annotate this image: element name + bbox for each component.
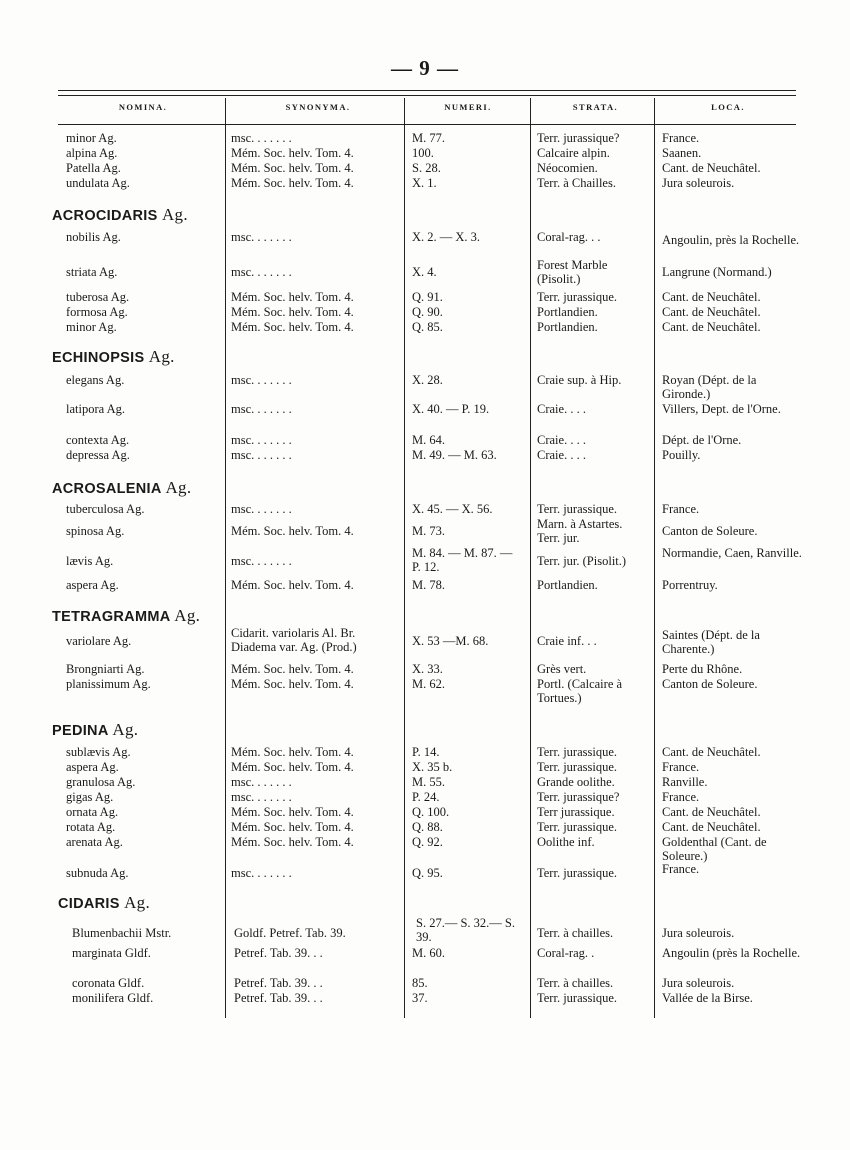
synonym: msc. . . . . . . bbox=[231, 433, 292, 447]
nomen: Blumenbachii Mstr. bbox=[72, 926, 172, 940]
locus: France. bbox=[662, 862, 700, 876]
synonym: Goldf. Petref. Tab. 39. bbox=[234, 926, 346, 940]
locus: Dépt. de l'Orne. bbox=[662, 433, 742, 447]
genus-heading: TETRAGRAMMA Ag. bbox=[52, 606, 201, 625]
stratum: Craie. . . . bbox=[537, 448, 586, 462]
synonym: msc. . . . . . . bbox=[231, 131, 292, 145]
nomen: formosa Ag. bbox=[66, 305, 128, 319]
stratum: Craie sup. à Hip. bbox=[537, 373, 622, 387]
numerus: M. 77. bbox=[412, 131, 445, 145]
nomen: minor Ag. bbox=[66, 131, 117, 145]
numerus: M. 84. — M. 87. — P. 12. bbox=[412, 546, 513, 574]
stratum: Forest Marble (Pisolit.) bbox=[537, 258, 608, 286]
numerus: Q. 95. bbox=[412, 866, 443, 880]
nomen: undulata Ag. bbox=[66, 176, 130, 190]
stratum: Terr. jurassique. bbox=[537, 820, 618, 834]
genus-heading: ACROSALENIA Ag. bbox=[52, 478, 192, 497]
stratum: Craie inf. . . bbox=[537, 634, 597, 648]
stratum: Craie. . . . bbox=[537, 402, 586, 416]
synonym: Mém. Soc. helv. Tom. 4. bbox=[231, 578, 354, 592]
numerus: P. 24. bbox=[412, 790, 440, 804]
numerus: M. 64. bbox=[412, 433, 445, 447]
nomen: spinosa Ag. bbox=[66, 524, 125, 538]
locus: Perte du Rhône. bbox=[662, 662, 743, 676]
stratum: Terr. à chailles. bbox=[537, 976, 614, 990]
numerus: Q. 85. bbox=[412, 320, 443, 334]
stratum: Portl. (Calcaire à Tortues.) bbox=[537, 677, 623, 705]
locus: Pouilly. bbox=[662, 448, 701, 462]
locus: France. bbox=[662, 760, 700, 774]
locus: Cant. de Neuchâtel. bbox=[662, 305, 761, 319]
header-nomina: NOMINA. bbox=[118, 102, 168, 112]
nomen: latipora Ag. bbox=[66, 402, 126, 416]
locus: Jura soleurois. bbox=[662, 976, 735, 990]
stratum: Terr. jurassique. bbox=[537, 290, 618, 304]
stratum: Portlandien. bbox=[537, 320, 598, 334]
locus: France. bbox=[662, 131, 700, 145]
genus-heading: ACROCIDARIS Ag. bbox=[52, 205, 188, 224]
nomen: lævis Ag. bbox=[66, 554, 114, 568]
synonym: Mém. Soc. helv. Tom. 4. bbox=[231, 290, 354, 304]
header-strata: STRATA. bbox=[572, 102, 619, 112]
synonym: Mém. Soc. helv. Tom. 4. bbox=[231, 320, 354, 334]
locus: France. bbox=[662, 790, 700, 804]
locus: Cant. de Neuchâtel. bbox=[662, 820, 761, 834]
nomen: subnuda Ag. bbox=[66, 866, 129, 880]
stratum: Terr jurassique. bbox=[537, 805, 615, 819]
locus: Cant. de Neuchâtel. bbox=[662, 805, 761, 819]
synonym: msc. . . . . . . bbox=[231, 775, 292, 789]
synonym: Mém. Soc. helv. Tom. 4. bbox=[231, 146, 354, 160]
stratum: Craie. . . . bbox=[537, 433, 586, 447]
header-synonyma: SYNONYMA. bbox=[285, 102, 351, 112]
numerus: X. 45. — X. 56. bbox=[412, 502, 493, 516]
locus: Vallée de la Birse. bbox=[662, 991, 753, 1005]
stratum: Terr. jur. (Pisolit.) bbox=[537, 554, 627, 568]
synonym: msc. . . . . . . bbox=[231, 554, 292, 568]
synonym: msc. . . . . . . bbox=[231, 448, 292, 462]
numerus: M. 49. — M. 63. bbox=[412, 448, 497, 462]
nomen: granulosa Ag. bbox=[66, 775, 136, 789]
nomen: marginata Gldf. bbox=[72, 946, 151, 960]
locus: Langrune (Normand.) bbox=[662, 265, 772, 279]
nomen: contexta Ag. bbox=[66, 433, 130, 447]
synonym: Mém. Soc. helv. Tom. 4. bbox=[231, 524, 354, 538]
locus: Saanen. bbox=[662, 146, 702, 160]
genus-heading: CIDARIS Ag. bbox=[58, 893, 150, 912]
page-number: — 9 — bbox=[391, 56, 459, 80]
stratum: Néocomien. bbox=[537, 161, 598, 175]
numerus: 85. bbox=[412, 976, 428, 990]
nomen: alpina Ag. bbox=[66, 146, 118, 160]
synonym: Mém. Soc. helv. Tom. 4. bbox=[231, 760, 354, 774]
stratum: Terr. jurassique. bbox=[537, 866, 618, 880]
nomen: arenata Ag. bbox=[66, 835, 123, 849]
locus: Jura soleurois. bbox=[662, 176, 735, 190]
synonym: msc. . . . . . . bbox=[231, 866, 292, 880]
numerus: Q. 88. bbox=[412, 820, 443, 834]
synonym: msc. . . . . . . bbox=[231, 230, 292, 244]
synonym: msc. . . . . . . bbox=[231, 373, 292, 387]
nomen: sublævis Ag. bbox=[66, 745, 131, 759]
synonym: Mém. Soc. helv. Tom. 4. bbox=[231, 677, 354, 691]
synonym: Petref. Tab. 39. . . bbox=[234, 991, 323, 1005]
numerus: S. 27.— S. 32.— S. 39. bbox=[416, 916, 515, 944]
locus: Goldenthal (Cant. de Soleure.) bbox=[662, 835, 767, 863]
numerus: Q. 90. bbox=[412, 305, 443, 319]
synonym: msc. . . . . . . bbox=[231, 402, 292, 416]
nomen: tuberculosa Ag. bbox=[66, 502, 145, 516]
stratum: Oolithe inf. bbox=[537, 835, 595, 849]
numerus: X. 28. bbox=[412, 373, 443, 387]
nomen: planissimum Ag. bbox=[66, 677, 151, 691]
numerus: M. 73. bbox=[412, 524, 445, 538]
genus-heading: PEDINA Ag. bbox=[52, 720, 139, 739]
numerus: P. 14. bbox=[412, 745, 440, 759]
locus: Canton de Soleure. bbox=[662, 524, 758, 538]
locus: Saintes (Dépt. de la Charente.) bbox=[662, 628, 760, 656]
nomen: aspera Ag. bbox=[66, 760, 119, 774]
stratum: Terr. jurassique. bbox=[537, 991, 618, 1005]
numerus: S. 28. bbox=[412, 161, 441, 175]
stratum: Portlandien. bbox=[537, 305, 598, 319]
synonym: msc. . . . . . . bbox=[231, 265, 292, 279]
nomen: nobilis Ag. bbox=[66, 230, 121, 244]
numerus: M. 62. bbox=[412, 677, 445, 691]
numerus: Q. 91. bbox=[412, 290, 443, 304]
numerus: M. 60. bbox=[412, 946, 445, 960]
stratum: Terr. jurassique? bbox=[537, 790, 620, 804]
numerus: X. 2. — X. 3. bbox=[412, 230, 481, 244]
nomen: monilifera Gldf. bbox=[72, 991, 154, 1005]
numerus: X. 53 —M. 68. bbox=[412, 634, 489, 648]
synonym: Mém. Soc. helv. Tom. 4. bbox=[231, 820, 354, 834]
synonym: Mém. Soc. helv. Tom. 4. bbox=[231, 161, 354, 175]
numerus: 37. bbox=[412, 991, 428, 1005]
locus: Angoulin (près la Rochelle. bbox=[662, 946, 801, 960]
stratum: Terr. à chailles. bbox=[537, 926, 614, 940]
numerus: X. 40. — P. 19. bbox=[412, 402, 490, 416]
nomen: tuberosa Ag. bbox=[66, 290, 130, 304]
synonym: Petref. Tab. 39. . . bbox=[234, 976, 323, 990]
locus: Cant. de Neuchâtel. bbox=[662, 320, 761, 334]
locus: Villers, Dept. de l'Orne. bbox=[662, 402, 781, 416]
synonym: Cidarit. variolaris Al. Br. Diadema var. Ag. (Prod.) bbox=[231, 626, 357, 654]
nomen: striata Ag. bbox=[66, 265, 118, 279]
stratum: Calcaire alpin. bbox=[537, 146, 610, 160]
synonym: Petref. Tab. 39. . . bbox=[234, 946, 323, 960]
numerus: Q. 92. bbox=[412, 835, 443, 849]
locus: Jura soleurois. bbox=[662, 926, 735, 940]
numerus: X. 33. bbox=[412, 662, 443, 676]
nomen: depressa Ag. bbox=[66, 448, 130, 462]
stratum: Terr. jurassique? bbox=[537, 131, 620, 145]
stratum: Terr. à Chailles. bbox=[537, 176, 616, 190]
nomen: gigas Ag. bbox=[66, 790, 114, 804]
locus: Cant. de Neuchâtel. bbox=[662, 290, 761, 304]
synonym: Mém. Soc. helv. Tom. 4. bbox=[231, 305, 354, 319]
nomen: aspera Ag. bbox=[66, 578, 119, 592]
locus: Angoulin, près la Rochelle. bbox=[662, 233, 800, 247]
nomen: variolare Ag. bbox=[66, 634, 132, 648]
nomen: minor Ag. bbox=[66, 320, 117, 334]
synonym: Mém. Soc. helv. Tom. 4. bbox=[231, 805, 354, 819]
numerus: Q. 100. bbox=[412, 805, 450, 819]
synonym: Mém. Soc. helv. Tom. 4. bbox=[231, 176, 354, 190]
synonym: Mém. Soc. helv. Tom. 4. bbox=[231, 745, 354, 759]
nomen: Patella Ag. bbox=[66, 161, 121, 175]
locus: Royan (Dépt. de la Gironde.) bbox=[662, 373, 757, 401]
stratum: Marn. à Astartes. Terr. jur. bbox=[537, 517, 623, 545]
numerus: M. 55. bbox=[412, 775, 445, 789]
synonym: Mém. Soc. helv. Tom. 4. bbox=[231, 662, 354, 676]
numerus: 100. bbox=[412, 146, 434, 160]
numerus: M. 78. bbox=[412, 578, 445, 592]
numerus: X. 1. bbox=[412, 176, 437, 190]
header-numeri: NUMERI. bbox=[444, 102, 492, 112]
nomen: elegans Ag. bbox=[66, 373, 125, 387]
stratum: Grande oolithe. bbox=[537, 775, 615, 789]
stratum: Coral-rag. . bbox=[537, 946, 595, 960]
numerus: X. 35 b. bbox=[412, 760, 453, 774]
stratum: Grès vert. bbox=[537, 662, 587, 676]
locus: Canton de Soleure. bbox=[662, 677, 758, 691]
header-loca: LOCA. bbox=[711, 102, 745, 112]
nomen: ornata Ag. bbox=[66, 805, 119, 819]
locus: Normandie, Caen, Ranville. bbox=[662, 546, 802, 560]
locus: Cant. de Neuchâtel. bbox=[662, 161, 761, 175]
nomen: rotata Ag. bbox=[66, 820, 116, 834]
stratum: Terr. jurassique. bbox=[537, 745, 618, 759]
nomen: coronata Gldf. bbox=[72, 976, 145, 990]
locus: France. bbox=[662, 502, 700, 516]
locus: Porrentruy. bbox=[662, 578, 718, 592]
stratum: Terr. jurassique. bbox=[537, 760, 618, 774]
stratum: Coral-rag. . . bbox=[537, 230, 601, 244]
stratum: Terr. jurassique. bbox=[537, 502, 618, 516]
locus: Ranville. bbox=[662, 775, 708, 789]
synonym: msc. . . . . . . bbox=[231, 790, 292, 804]
synonym: Mém. Soc. helv. Tom. 4. bbox=[231, 835, 354, 849]
nomen: Brongniarti Ag. bbox=[66, 662, 145, 676]
stratum: Portlandien. bbox=[537, 578, 598, 592]
genus-heading: ECHINOPSIS Ag. bbox=[52, 347, 175, 366]
numerus: X. 4. bbox=[412, 265, 437, 279]
synonym: msc. . . . . . . bbox=[231, 502, 292, 516]
locus: Cant. de Neuchâtel. bbox=[662, 745, 761, 759]
